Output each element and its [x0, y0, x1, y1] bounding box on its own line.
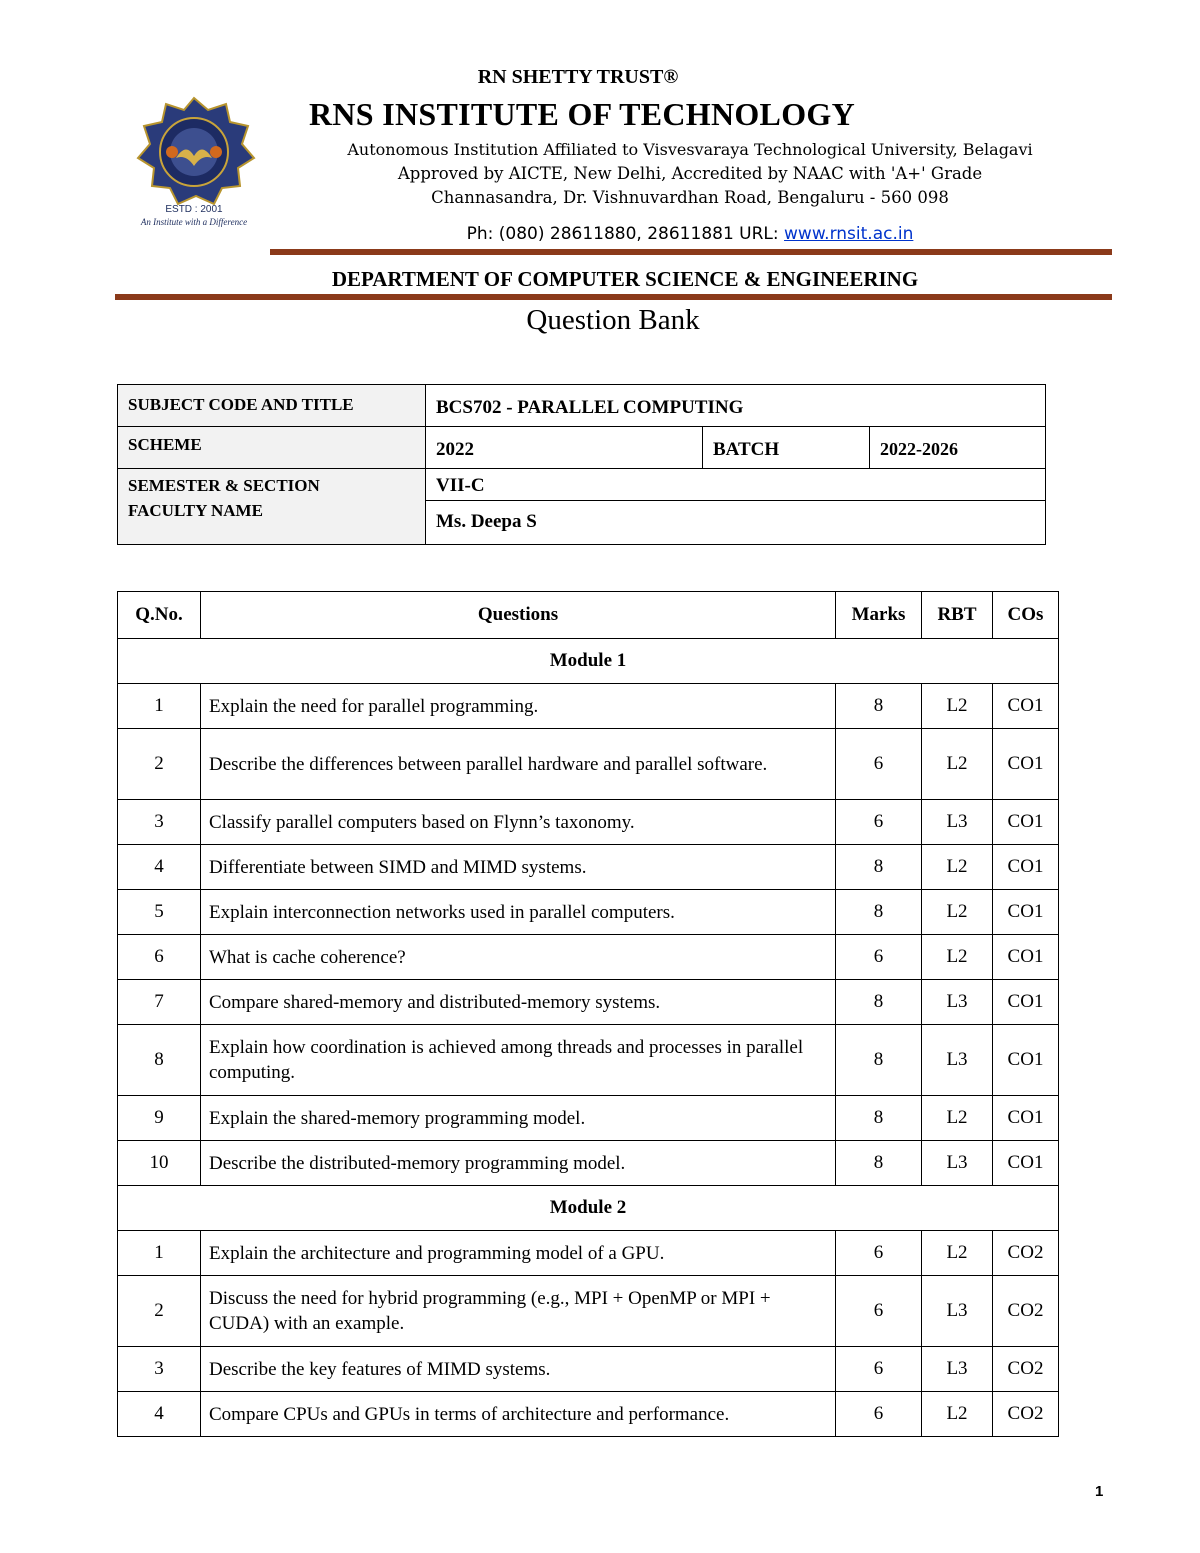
- subject-row: [118, 385, 1046, 427]
- question-text: Compare CPUs and GPUs in terms of architecture and performance.: [201, 1392, 836, 1437]
- question-number: 1: [118, 684, 201, 729]
- question-number: 8: [118, 1025, 201, 1096]
- question-marks: 6: [836, 1231, 922, 1276]
- scheme-value: 2022: [426, 427, 703, 469]
- scheme-row: [118, 427, 1046, 469]
- department-divider: [115, 294, 1112, 300]
- question-co: CO1: [993, 684, 1059, 729]
- question-table: [117, 591, 1059, 1437]
- question-rbt: L3: [922, 800, 993, 845]
- question-text: Explain the need for parallel programming.: [201, 684, 836, 729]
- question-marks: 6: [836, 935, 922, 980]
- question-text: Describe the differences between parallel hardware and parallel software.: [201, 729, 836, 800]
- question-marks: 8: [836, 1096, 922, 1141]
- question-co: CO1: [993, 800, 1059, 845]
- table-header-row: [118, 592, 1059, 639]
- scheme-label: SCHEME: [118, 427, 426, 469]
- department-title: DEPARTMENT OF COMPUTER SCIENCE & ENGINEERING: [331, 267, 919, 291]
- address-line-1: Autonomous Institution Affiliated to Visvesvaraya Technological University, Belagavi: [347, 140, 1033, 159]
- question-marks: 6: [836, 729, 922, 800]
- question-rbt: L3: [922, 1276, 993, 1347]
- header-rbt: RBT: [922, 592, 993, 639]
- question-rbt: L3: [922, 980, 993, 1025]
- question-text: Describe the key features of MIMD systems.: [201, 1347, 836, 1392]
- semester-row: [118, 469, 1046, 501]
- question-text: Explain interconnection networks used in parallel computers.: [201, 890, 836, 935]
- question-marks: 6: [836, 800, 922, 845]
- question-marks: 8: [836, 890, 922, 935]
- question-rbt: L2: [922, 890, 993, 935]
- question-co: CO1: [993, 890, 1059, 935]
- table-row: [118, 1276, 1059, 1347]
- question-rbt: L2: [922, 1392, 993, 1437]
- table-row: [118, 1025, 1059, 1096]
- question-co: CO2: [993, 1392, 1059, 1437]
- question-marks: 6: [836, 1276, 922, 1347]
- subject-value: BCS702 - PARALLEL COMPUTING: [426, 385, 1046, 427]
- address-line-2: Approved by AICTE, New Delhi, Accredited by NAAC with 'A+' Grade: [397, 164, 983, 183]
- question-co: CO1: [993, 980, 1059, 1025]
- question-number: 4: [118, 845, 201, 890]
- question-co: CO1: [993, 1025, 1059, 1096]
- trust-name: RN SHETTY TRUST®: [477, 66, 679, 88]
- semester-value: VII-C: [426, 469, 1046, 501]
- question-number: 5: [118, 890, 201, 935]
- question-rbt: L2: [922, 684, 993, 729]
- question-number: 2: [118, 729, 201, 800]
- question-number: 3: [118, 800, 201, 845]
- question-number: 3: [118, 1347, 201, 1392]
- logo-motto: An Institute with a Difference: [140, 217, 248, 227]
- table-row: [118, 800, 1059, 845]
- question-marks: 6: [836, 1392, 922, 1437]
- question-co: CO2: [993, 1231, 1059, 1276]
- question-rbt: L2: [922, 729, 993, 800]
- question-text: Explain how coordination is achieved among threads and processes in parallel computing.: [201, 1025, 836, 1096]
- question-co: CO1: [993, 1096, 1059, 1141]
- question-rbt: L3: [922, 1025, 993, 1096]
- table-row: [118, 1392, 1059, 1437]
- subject-info-table: [117, 384, 1046, 545]
- question-text: Discuss the need for hybrid programming (e.g., MPI + OpenMP or MPI + CUDA) with an example.: [201, 1276, 836, 1347]
- question-co: CO1: [993, 935, 1059, 980]
- table-row: [118, 890, 1059, 935]
- question-marks: 8: [836, 1025, 922, 1096]
- question-co: CO1: [993, 1141, 1059, 1186]
- module-title: Module 2: [118, 1186, 1059, 1231]
- module-heading-row: [118, 1186, 1059, 1231]
- institute-name: RNS INSTITUTE OF TECHNOLOGY: [308, 96, 855, 132]
- table-row: [118, 1347, 1059, 1392]
- question-co: CO2: [993, 1347, 1059, 1392]
- question-rbt: L2: [922, 935, 993, 980]
- table-row: [118, 1231, 1059, 1276]
- contact-line: [270, 224, 1110, 244]
- table-row: [118, 980, 1059, 1025]
- address-line-3: Channasandra, Dr. Vishnuvardhan Road, Bengaluru - 560 098: [431, 188, 949, 207]
- question-text: Explain the shared-memory programming model.: [201, 1096, 836, 1141]
- question-co: CO1: [993, 729, 1059, 800]
- question-marks: 8: [836, 684, 922, 729]
- question-rbt: L2: [922, 1231, 993, 1276]
- question-rbt: L3: [922, 1347, 993, 1392]
- question-text: What is cache coherence?: [201, 935, 836, 980]
- batch-value: 2022-2026: [870, 427, 1046, 469]
- question-number: 7: [118, 980, 201, 1025]
- header-qno: Q.No.: [118, 592, 201, 639]
- header-divider: [270, 249, 1112, 255]
- table-row: [118, 729, 1059, 800]
- question-marks: 8: [836, 845, 922, 890]
- question-marks: 8: [836, 1141, 922, 1186]
- question-rbt: L3: [922, 1141, 993, 1186]
- module-title: Module 1: [118, 639, 1059, 684]
- header-cos: COs: [993, 592, 1059, 639]
- question-number: 4: [118, 1392, 201, 1437]
- faculty-label: FACULTY NAME: [118, 501, 426, 545]
- question-text: Describe the distributed-memory programming model.: [201, 1141, 836, 1186]
- question-table-body: [118, 639, 1059, 1437]
- phone-text: Ph: (080) 28611880, 28611881 URL:: [466, 224, 785, 244]
- faculty-row: [118, 501, 1046, 545]
- batch-label: BATCH: [703, 427, 870, 469]
- question-rbt: L2: [922, 845, 993, 890]
- question-text: Classify parallel computers based on Flynn’s taxonomy.: [201, 800, 836, 845]
- question-number: 2: [118, 1276, 201, 1347]
- table-row: [118, 845, 1059, 890]
- table-row: [118, 1141, 1059, 1186]
- table-row: [118, 1096, 1059, 1141]
- document-title: Question Bank: [526, 304, 700, 336]
- question-rbt: L2: [922, 1096, 993, 1141]
- question-number: 6: [118, 935, 201, 980]
- question-marks: 8: [836, 980, 922, 1025]
- semester-label: SEMESTER & SECTION: [118, 469, 426, 501]
- table-row: [118, 935, 1059, 980]
- page-number: 1: [1095, 1483, 1104, 1500]
- header-questions: Questions: [201, 592, 836, 639]
- subject-label: SUBJECT CODE AND TITLE: [118, 385, 426, 427]
- faculty-value: Ms. Deepa S: [426, 501, 1046, 545]
- module-heading-row: [118, 639, 1059, 684]
- question-co: CO2: [993, 1276, 1059, 1347]
- question-text: Differentiate between SIMD and MIMD systems.: [201, 845, 836, 890]
- question-co: CO1: [993, 845, 1059, 890]
- header-marks: Marks: [836, 592, 922, 639]
- question-text: Compare shared-memory and distributed-memory systems.: [201, 980, 836, 1025]
- table-row: [118, 684, 1059, 729]
- question-text: Explain the architecture and programming model of a GPU.: [201, 1231, 836, 1276]
- logo-estd: ESTD : 2001: [165, 204, 223, 215]
- question-number: 9: [118, 1096, 201, 1141]
- question-number: 1: [118, 1231, 201, 1276]
- website-link[interactable]: www.rnsit.ac.in: [784, 224, 914, 244]
- question-marks: 6: [836, 1347, 922, 1392]
- question-number: 10: [118, 1141, 201, 1186]
